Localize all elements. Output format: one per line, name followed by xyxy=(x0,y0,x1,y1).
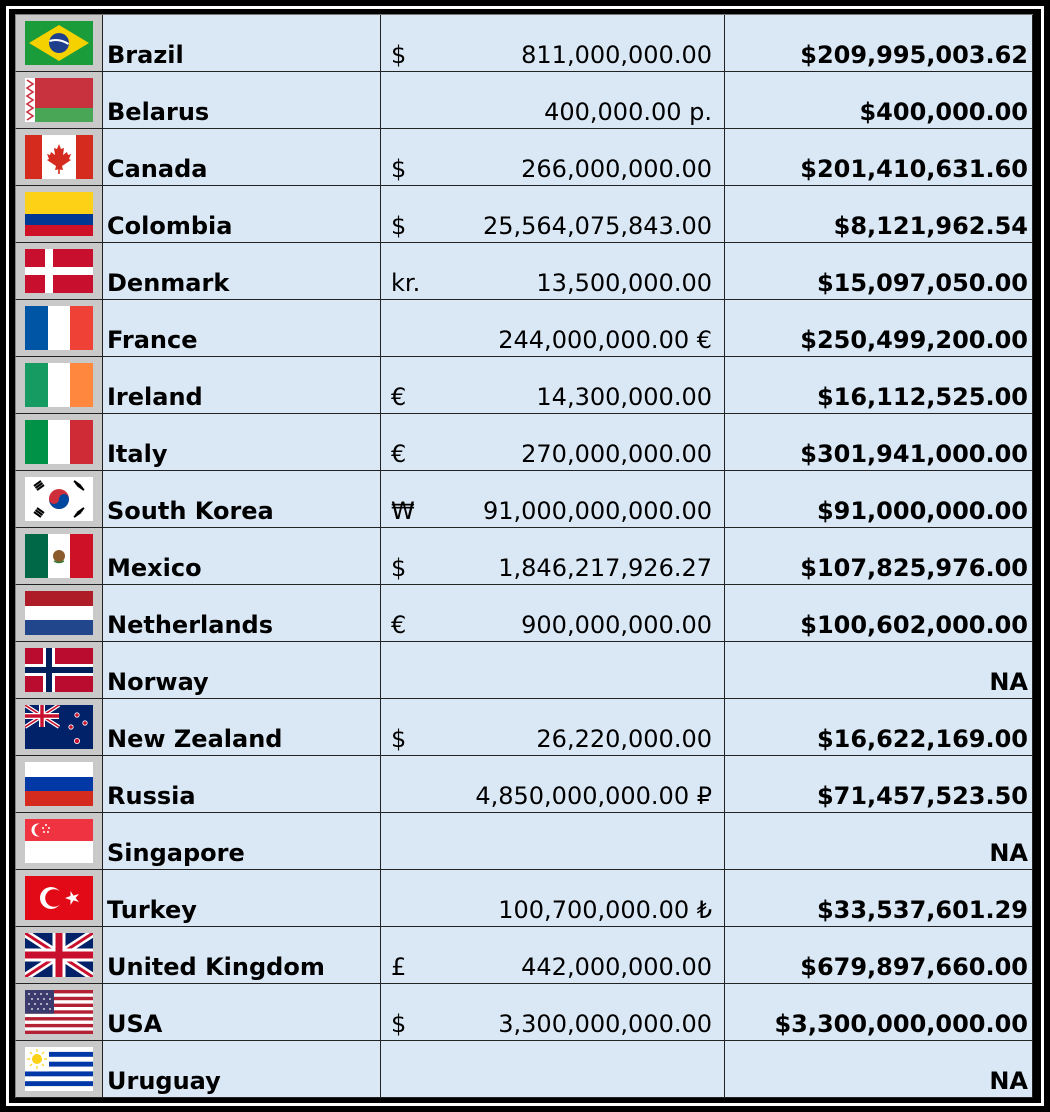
country-name: Singapore xyxy=(103,813,381,870)
local-amount-cell xyxy=(381,186,725,243)
flag-cell xyxy=(15,72,103,129)
local-amount-cell xyxy=(381,300,725,357)
country-name: United Kingdom xyxy=(103,927,381,984)
flag-netherlands xyxy=(25,591,93,635)
local-amount-cell xyxy=(381,642,725,699)
frame-inner xyxy=(6,6,1044,1106)
currency-symbol: $ xyxy=(391,155,407,183)
usd-amount: $250,499,200.00 xyxy=(725,300,1033,357)
flag-norway xyxy=(25,648,93,692)
country-name: USA xyxy=(103,984,381,1041)
country-name: Russia xyxy=(103,756,381,813)
usd-amount: $201,410,631.60 xyxy=(725,129,1033,186)
flag-cell xyxy=(15,870,103,927)
flag-brazil xyxy=(25,21,93,65)
flag-singapore xyxy=(25,819,93,863)
flag-cell xyxy=(15,927,103,984)
flag-italy xyxy=(25,420,93,464)
country-name: South Korea xyxy=(103,471,381,528)
local-amount: 3,300,000,000.00 xyxy=(498,1010,712,1038)
currency-symbol: € xyxy=(391,383,407,411)
usd-amount: $16,112,525.00 xyxy=(725,357,1033,414)
currency-symbol: $ xyxy=(391,1010,407,1038)
usd-amount: $100,602,000.00 xyxy=(725,585,1033,642)
flag-france xyxy=(25,306,93,350)
flag-colombia xyxy=(25,192,93,236)
flag-united-kingdom xyxy=(25,933,93,977)
local-amount: 26,220,000.00 xyxy=(536,725,712,753)
usd-amount: $3,300,000,000.00 xyxy=(725,984,1033,1041)
currency-symbol: $ xyxy=(391,41,407,69)
flag-cell xyxy=(15,243,103,300)
local-amount: 100,700,000.00 ₺ xyxy=(498,896,712,924)
usd-amount: $400,000.00 xyxy=(725,72,1033,129)
flag-south-korea xyxy=(25,477,93,521)
local-amount: 1,846,217,926.27 xyxy=(498,554,712,582)
local-amount-cell xyxy=(381,984,725,1041)
local-amount: 811,000,000.00 xyxy=(521,41,712,69)
local-amount: 900,000,000.00 xyxy=(521,611,712,639)
country-name: Uruguay xyxy=(103,1041,381,1098)
flag-cell xyxy=(15,471,103,528)
local-amount: 25,564,075,843.00 xyxy=(482,212,712,240)
country-name: Netherlands xyxy=(103,585,381,642)
local-amount-cell xyxy=(381,585,725,642)
local-amount-cell xyxy=(381,15,725,72)
country-name: Italy xyxy=(103,414,381,471)
local-amount-cell xyxy=(381,72,725,129)
local-amount-cell xyxy=(381,243,725,300)
flag-denmark xyxy=(25,249,93,293)
usd-amount: NA xyxy=(725,642,1033,699)
local-amount-cell xyxy=(381,129,725,186)
local-amount-cell xyxy=(381,528,725,585)
flag-cell xyxy=(15,813,103,870)
usd-amount: $301,941,000.00 xyxy=(725,414,1033,471)
flag-cell xyxy=(15,186,103,243)
flag-cell xyxy=(15,756,103,813)
usd-amount: $8,121,962.54 xyxy=(725,186,1033,243)
flag-turkey xyxy=(25,876,93,920)
local-amount-cell xyxy=(381,756,725,813)
currency-symbol: € xyxy=(391,611,407,639)
country-name: Turkey xyxy=(103,870,381,927)
country-name: Ireland xyxy=(103,357,381,414)
currency-symbol: $ xyxy=(391,212,407,240)
local-amount: 13,500,000.00 xyxy=(536,269,712,297)
country-name: Colombia xyxy=(103,186,381,243)
country-name: Denmark xyxy=(103,243,381,300)
local-amount: 91,000,000,000.00 xyxy=(482,497,712,525)
flag-cell xyxy=(15,585,103,642)
flag-cell xyxy=(15,1041,103,1098)
local-amount: 4,850,000,000.00 ₽ xyxy=(475,782,712,810)
local-amount-cell xyxy=(381,1041,725,1098)
local-amount-cell xyxy=(381,357,725,414)
country-name: Belarus xyxy=(103,72,381,129)
flag-cell xyxy=(15,414,103,471)
usd-amount: $209,995,003.62 xyxy=(725,15,1033,72)
country-name: Canada xyxy=(103,129,381,186)
local-amount-cell xyxy=(381,471,725,528)
currency-symbol: kr. xyxy=(391,269,421,297)
flag-ireland xyxy=(25,363,93,407)
local-amount: 400,000.00 p. xyxy=(544,98,712,126)
flag-mexico xyxy=(25,534,93,578)
flag-cell xyxy=(15,642,103,699)
usd-amount: NA xyxy=(725,813,1033,870)
flag-belarus xyxy=(25,78,93,122)
country-name: New Zealand xyxy=(103,699,381,756)
local-amount: 14,300,000.00 xyxy=(536,383,712,411)
usd-amount: $33,537,601.29 xyxy=(725,870,1033,927)
usd-amount: $15,097,050.00 xyxy=(725,243,1033,300)
flag-cell xyxy=(15,984,103,1041)
currency-symbol: € xyxy=(391,440,407,468)
local-amount: 266,000,000.00 xyxy=(521,155,712,183)
local-amount-cell xyxy=(381,699,725,756)
local-amount-cell xyxy=(381,414,725,471)
flag-cell xyxy=(15,699,103,756)
local-amount-cell xyxy=(381,927,725,984)
country-name: Mexico xyxy=(103,528,381,585)
local-amount-cell xyxy=(381,813,725,870)
currency-symbol: ₩ xyxy=(391,497,415,525)
local-amount-cell xyxy=(381,870,725,927)
usd-amount: $107,825,976.00 xyxy=(725,528,1033,585)
usd-amount: $16,622,169.00 xyxy=(725,699,1033,756)
country-name: France xyxy=(103,300,381,357)
flag-cell xyxy=(15,357,103,414)
country-name: Brazil xyxy=(103,15,381,72)
flag-cell xyxy=(15,528,103,585)
usd-amount: NA xyxy=(725,1041,1033,1098)
currency-symbol: $ xyxy=(391,554,407,582)
country-table xyxy=(15,14,1033,1098)
local-amount: 270,000,000.00 xyxy=(521,440,712,468)
flag-russia xyxy=(25,762,93,806)
flag-cell xyxy=(15,300,103,357)
local-amount: 442,000,000.00 xyxy=(521,953,712,981)
flag-uruguay xyxy=(25,1047,93,1091)
currency-symbol: £ xyxy=(391,953,407,981)
flag-cell xyxy=(15,129,103,186)
usd-amount: $679,897,660.00 xyxy=(725,927,1033,984)
flag-canada xyxy=(25,135,93,179)
country-name: Norway xyxy=(103,642,381,699)
usd-amount: $71,457,523.50 xyxy=(725,756,1033,813)
flag-cell xyxy=(15,15,103,72)
local-amount: 244,000,000.00 € xyxy=(498,326,712,354)
usd-amount: $91,000,000.00 xyxy=(725,471,1033,528)
flag-usa xyxy=(25,990,93,1034)
flag-new-zealand xyxy=(25,705,93,749)
currency-symbol: $ xyxy=(391,725,407,753)
